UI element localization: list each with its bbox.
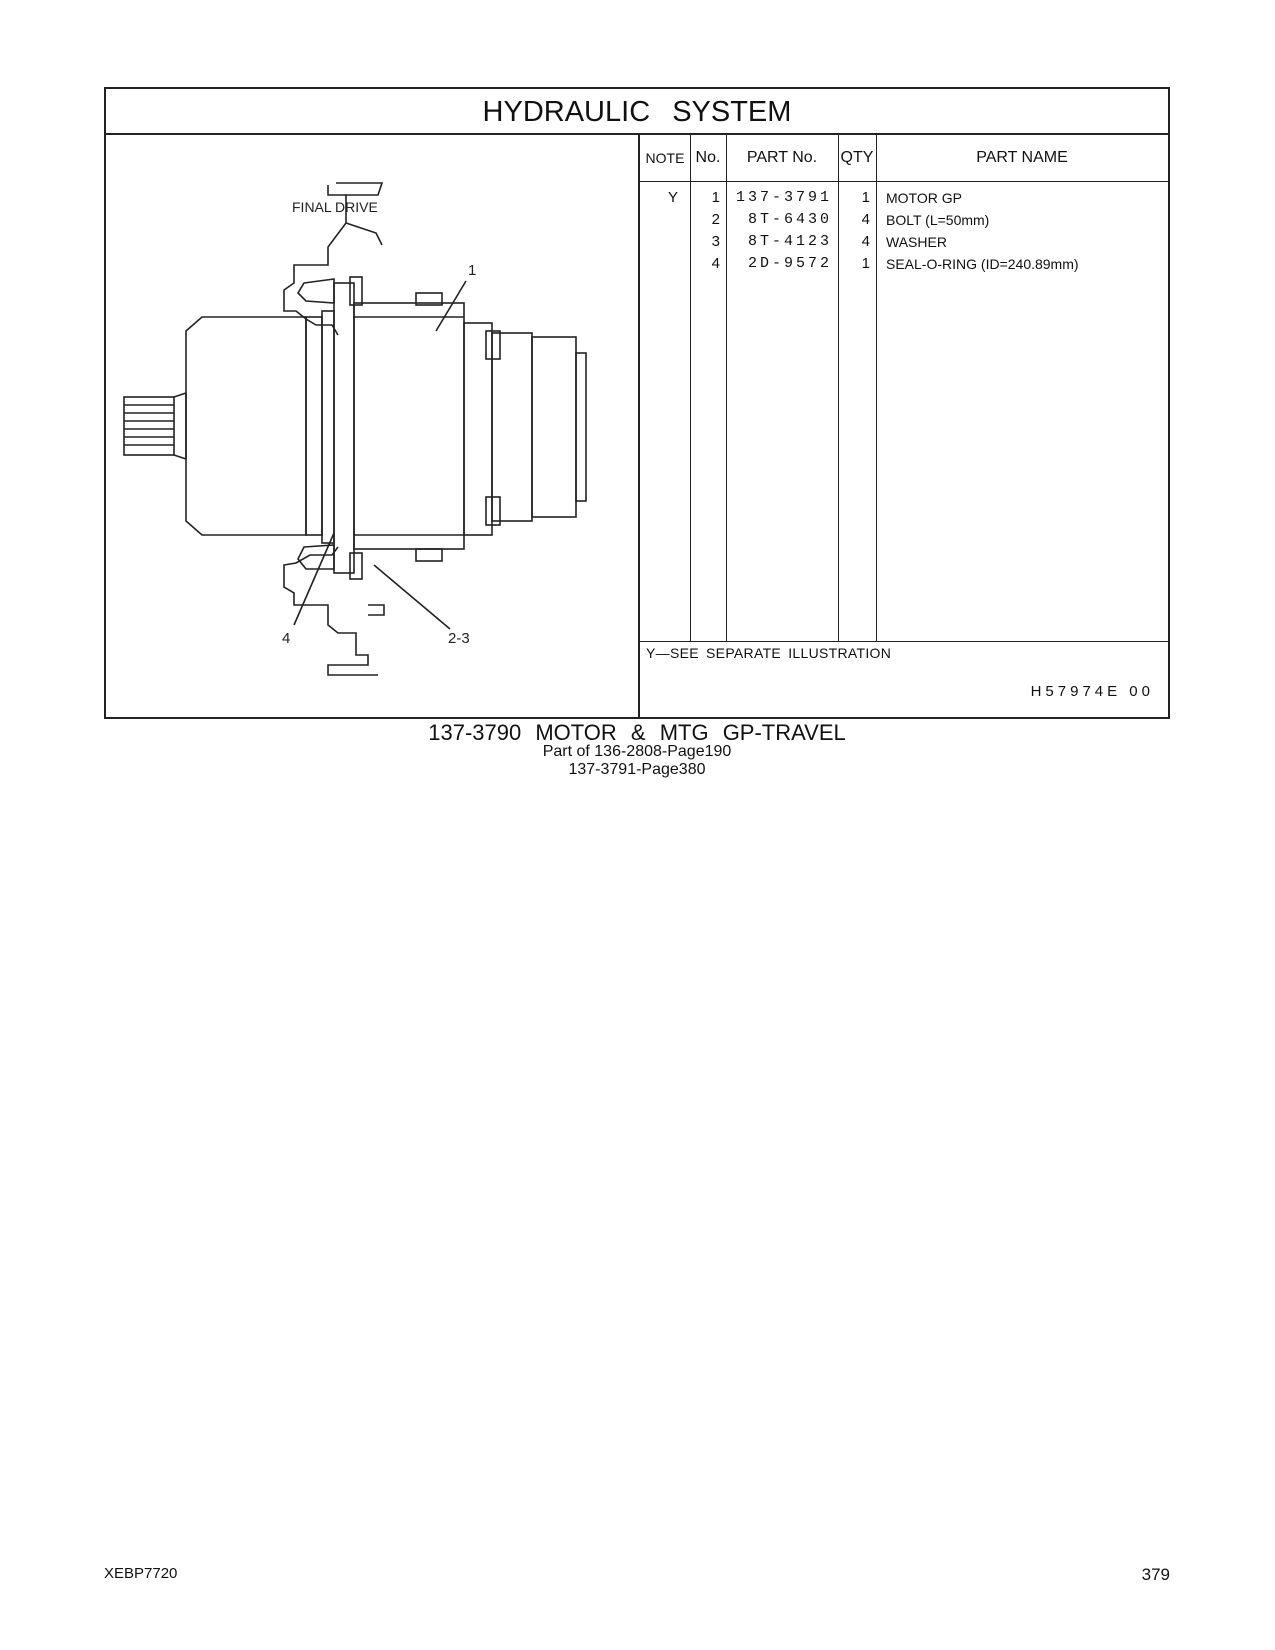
row-part-name: BOLT (L=50mm) [886,212,990,228]
part-of-reference: Part of 136-2808-Page190 [542,743,732,760]
header-rule [640,181,1168,182]
document-id: XEBP7720 [104,1565,178,1582]
parts-table [640,135,1168,717]
group-caption: 137-3790 MOTOR & MTG GP-TRAVEL [428,720,846,745]
row-note: Y [667,189,678,206]
row-no: 3 [711,233,720,250]
reference-code: H57974E 00 [1030,683,1154,700]
row-qty: 1 [861,189,870,206]
row-part-no: 137-3791 [735,189,832,206]
row-part-name: MOTOR GP [886,190,962,206]
header-no: No. [695,149,721,166]
callout-2-3: 2-3 [448,630,470,647]
row-part-name: SEAL-O-RING (ID=240.89mm) [886,256,1079,272]
row-qty: 4 [861,211,870,228]
header-part-name: PART NAME [976,149,1068,166]
header-qty: QTY [840,149,874,166]
row-part-no: 8T-6430 [747,211,832,228]
row-qty: 1 [861,255,870,272]
exploded-illustration [106,135,640,717]
callout-4: 4 [282,630,291,647]
row-no: 1 [711,189,720,206]
row-no: 2 [711,211,720,228]
row-part-no: 8T-4123 [747,233,832,250]
section-title: HYDRAULIC SYSTEM [106,89,1168,135]
final-drive-label: FINAL DRIVE [292,199,378,215]
page-reference: 137-3791-Page380 [568,761,706,778]
callout-1: 1 [468,262,477,279]
parts-frame [104,87,1170,719]
row-no: 4 [711,255,720,272]
footer-rule [640,641,1168,642]
row-qty: 4 [861,233,870,250]
page-number: 379 [1141,1565,1170,1584]
illustration-footnote: Y—SEE SEPARATE ILLUSTRATION [646,645,892,661]
header-part-no: PART No. [746,149,818,166]
header-note: NOTE [645,150,685,166]
motor-drawing [106,135,640,717]
col-divider [876,135,877,641]
row-part-no: 2D-9572 [747,255,832,272]
row-part-name: WASHER [886,234,947,250]
